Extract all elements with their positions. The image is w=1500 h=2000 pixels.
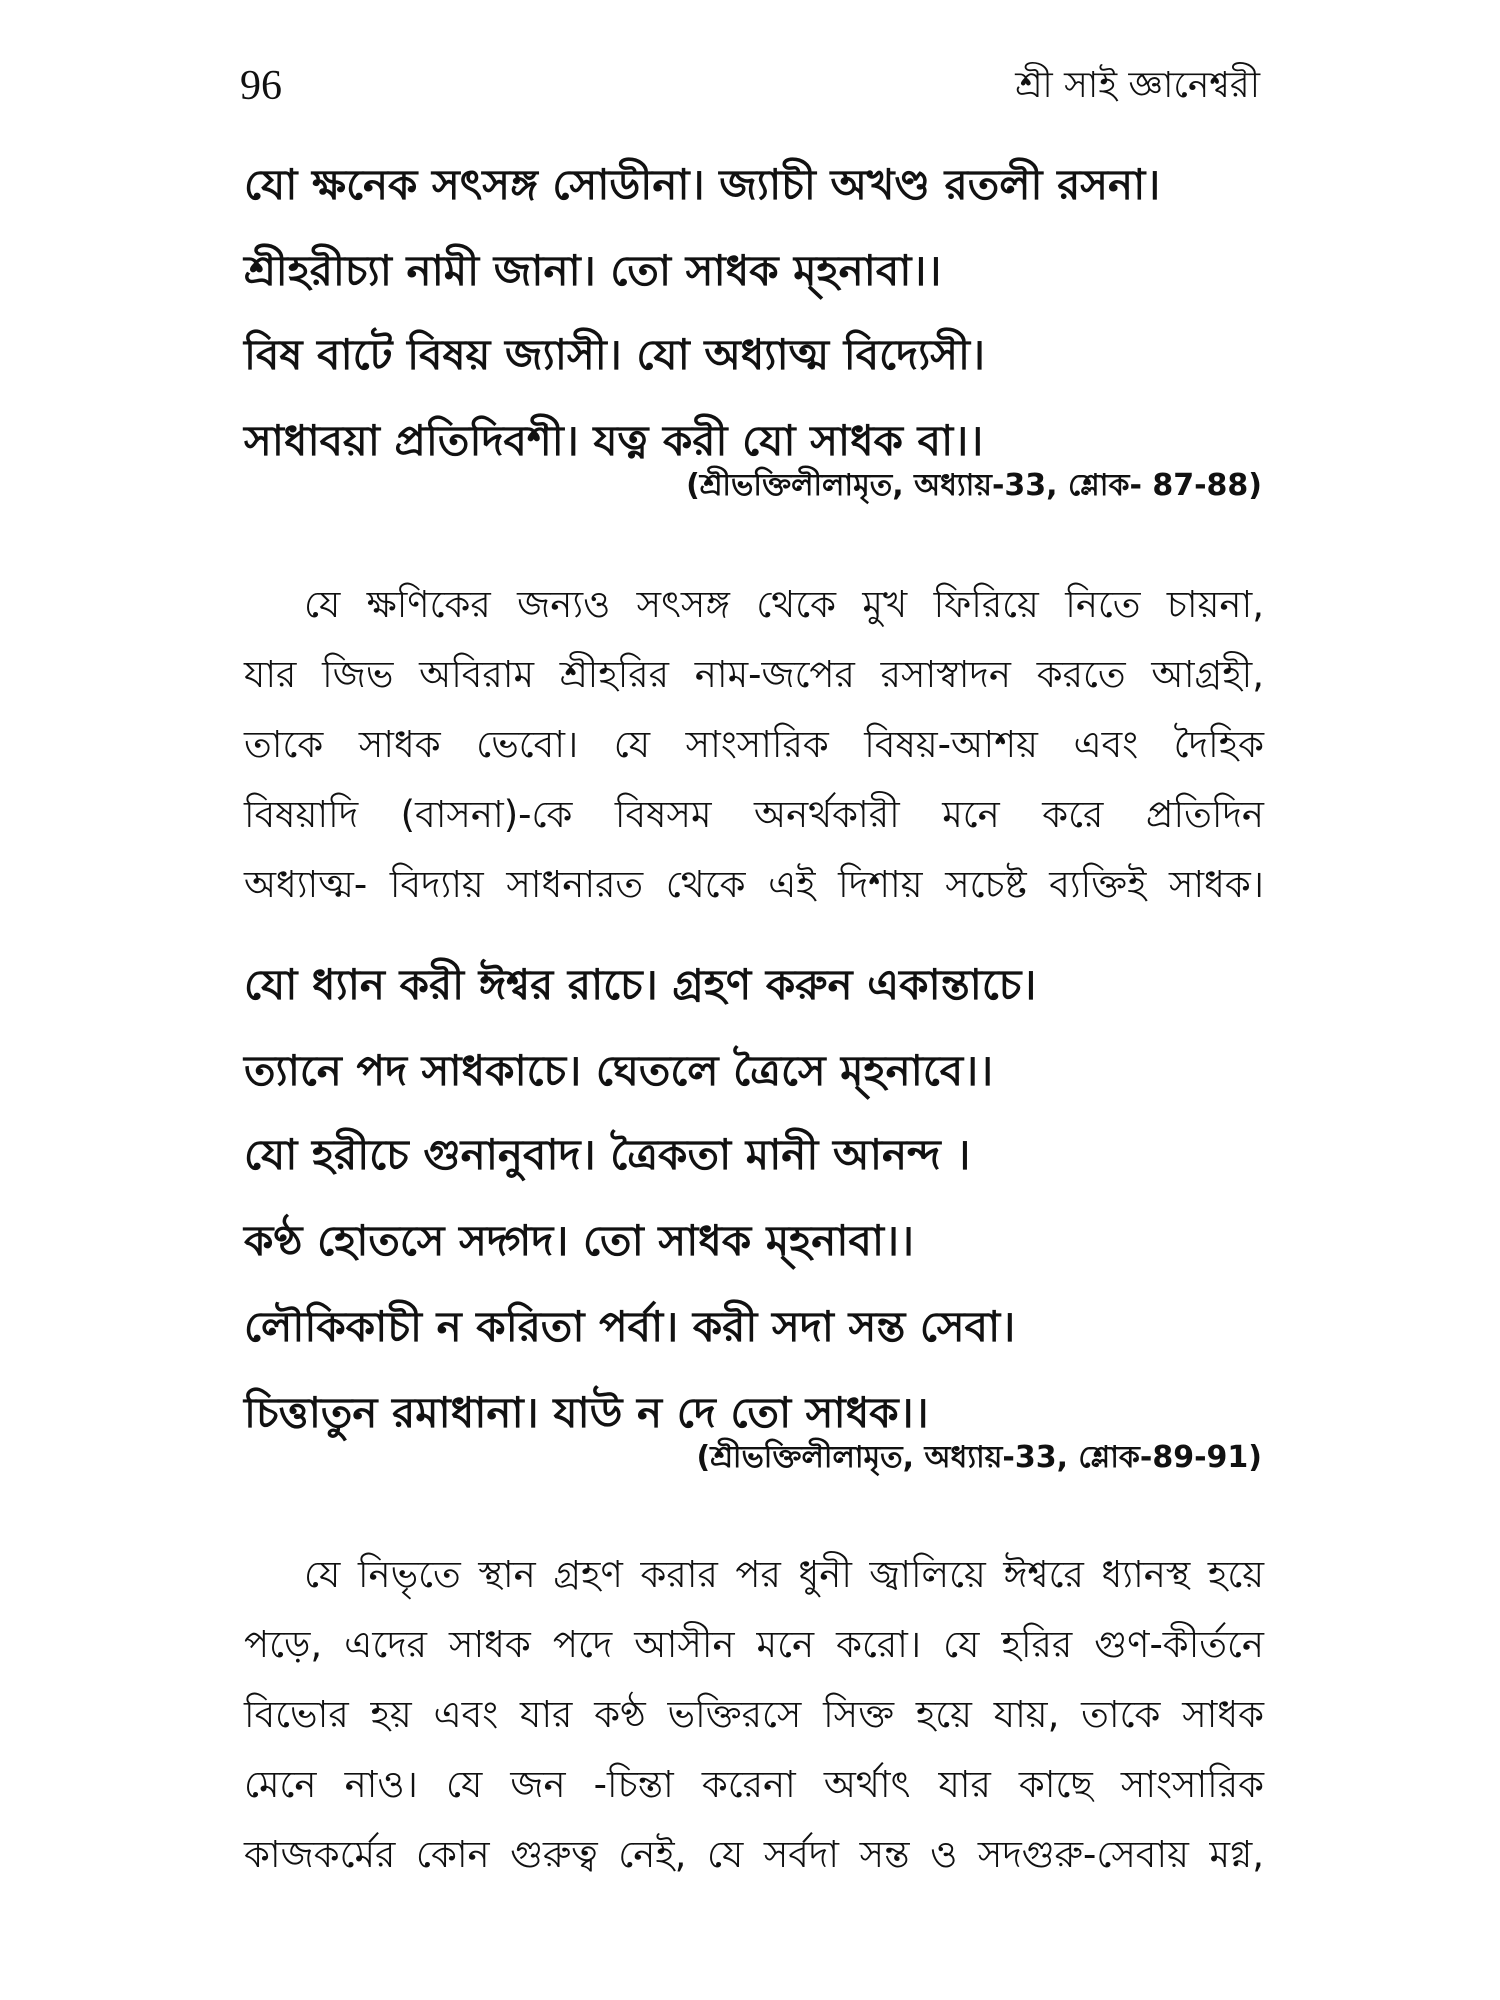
prose-line: কাজকর্মের কোন গুরুত্ব নেই, যে সর্বদা সন্ত ও সদগুরু-সেবায় মগ্ন, bbox=[244, 1833, 1264, 1876]
page-number: 96 bbox=[240, 63, 282, 109]
prose-paragraph-2 bbox=[244, 1540, 1264, 1890]
verse-line: যো হরীচে গুনানুবাদ। ত্রৈকতা মানী আনন্দ । bbox=[244, 1130, 971, 1179]
prose-paragraph-1 bbox=[244, 570, 1264, 920]
verse-line: যো ধ্যান করী ঈশ্বর রাচে। গ্রহণ করুন একান্তাচে। bbox=[244, 960, 1037, 1009]
verse-line: ত্যানে পদ সাধকাচে। ঘেতলে ত্রৈসে ম্হনাবে।। bbox=[244, 1046, 994, 1095]
verse-block-4 bbox=[244, 1112, 1264, 1284]
citation-1: (শ্রীভক্তিলীলামৃত, অধ্যায়-33, শ্লোক- 87-88) bbox=[686, 468, 1262, 503]
prose-line: অধ্যাত্ম- বিদ্যায় সাধনারত থেকে এই দিশায় সচেষ্ট ব্যক্তিই সাধক। bbox=[244, 863, 1264, 906]
prose-line: যার জিভ অবিরাম শ্রীহরির নাম-জপের রসাস্বাদন করতে আগ্রহী, bbox=[244, 653, 1264, 696]
verse-line: লৌকিকাচী ন করিতা পর্বা। করী সদা সন্ত সেবা। bbox=[244, 1302, 1016, 1351]
prose-line: মেনে নাও। যে জন -চিন্তা করেনা অর্থাৎ যার কাছে সাংসারিক bbox=[244, 1763, 1264, 1806]
prose-line: পড়ে, এদের সাধক পদে আসীন মনে করো। যে হরির গুণ-কীর্তনে bbox=[244, 1623, 1264, 1666]
verse-block-3 bbox=[244, 942, 1264, 1114]
verse-line: যো ক্ষনেক সৎসঙ্গ সোডীনা। জ্যাচী অখণ্ড রতলী রসনা। bbox=[244, 160, 1161, 209]
verse-line: চিত্তাতুন রমাধানা। যাউ ন দে তো সাধক।। bbox=[244, 1388, 929, 1437]
verse-block-5 bbox=[244, 1284, 1264, 1456]
verse-block-1 bbox=[244, 142, 1264, 314]
prose-line: যে ক্ষণিকের জন্যও সৎসঙ্গ থেকে মুখ ফিরিয়ে নিতে চায়না, bbox=[304, 583, 1264, 626]
citation-2: (শ্রীভক্তিলীলামৃত, অধ্যায়-33, শ্লোক-89-91) bbox=[696, 1440, 1262, 1475]
prose-line: বিভোর হয় এবং যার কণ্ঠ ভক্তিরসে সিক্ত হয়ে যায়, তাকে সাধক bbox=[244, 1693, 1264, 1736]
verse-line: বিষ বাটে বিষয় জ্যাসী। যো অধ্যাত্ম বিদ্যেসী। bbox=[244, 330, 986, 379]
prose-line: বিষয়াদি (বাসনা)-কে বিষসম অনর্থকারী মনে করে প্রতিদিন bbox=[244, 793, 1264, 836]
prose-line: যে নিভৃতে স্থান গ্রহণ করার পর ধুনী জ্বালিয়ে ঈশ্বরে ধ্যানস্থ হয়ে bbox=[304, 1553, 1264, 1596]
verse-line: শ্রীহরীচ্যা নামী জানা। তো সাধক ম্হনাবা।। bbox=[244, 246, 942, 295]
verse-block-2 bbox=[244, 312, 1264, 484]
verse-line: কণ্ঠ হোতসে সদ্গদ। তো সাধক ম্হনাবা।। bbox=[244, 1216, 915, 1265]
running-title: শ্রী সাই জ্ঞানেশ্বরী bbox=[1015, 65, 1260, 106]
prose-line: তাকে সাধক ভেবো। যে সাংসারিক বিষয়-আশয় এবং দৈহিক bbox=[244, 723, 1264, 766]
verse-line: সাধাবয়া প্রতিদিবশী। যত্ন করী যো সাধক বা।। bbox=[244, 416, 984, 465]
